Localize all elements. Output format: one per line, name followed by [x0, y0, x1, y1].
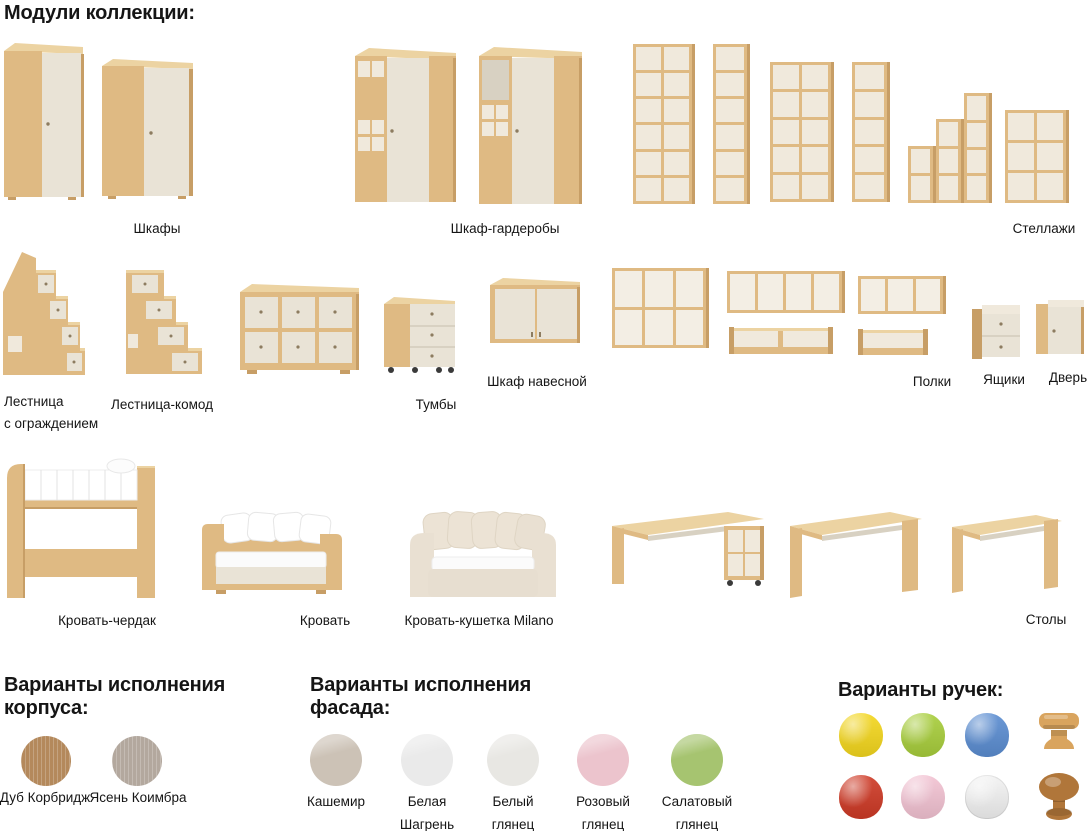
facade-label-cashmere-line1: Кашемир [306, 794, 366, 809]
ladder-railing-label [4, 391, 98, 435]
shelves-label: Полки [912, 374, 952, 389]
couch-bed-label: Кровать-кушетка Milano [404, 613, 554, 628]
bed-label: Кровать [299, 613, 351, 628]
facade-swatch-white-shagreen [401, 734, 453, 786]
ladder-railing-label-line1: Лестница [4, 394, 64, 409]
ladder-with-railing [0, 250, 85, 375]
page-title: Модули коллекции: [4, 2, 195, 24]
drawers-label: Ящики [983, 372, 1025, 387]
couch-bed-milano [404, 503, 562, 603]
ladder-dresser-label: Лестница-комод [111, 397, 213, 412]
desk-small [948, 511, 1066, 597]
facade-label-green-gloss-line2: глянец [675, 817, 719, 831]
wardrobe-closets-label: Шкаф-гардеробы [450, 221, 560, 236]
cabinets-label: Тумбы [415, 397, 457, 412]
facade-label-white-shagreen-line1: Белая [407, 794, 447, 809]
open-shelf-3x2 [612, 268, 709, 348]
facade-options-title [310, 674, 531, 720]
wall-cabinet [488, 277, 583, 347]
rack-1x6 [713, 44, 750, 204]
wardrobe-2door-tall [2, 42, 86, 200]
ladder-railing-label-line2: с ограждением [4, 416, 99, 431]
facade-label-white-gloss [492, 790, 535, 831]
corner-wardrobe-b [477, 45, 585, 206]
desk-large [786, 508, 926, 602]
facade-label-white-shagreen [400, 790, 454, 831]
ladder-dresser [118, 268, 203, 374]
loft-bed [5, 452, 157, 600]
door-insert [1034, 298, 1086, 356]
open-shelf-4 [727, 271, 845, 313]
facade-swatch-white-gloss [487, 734, 539, 786]
body-options-title-line1: Варианты исполнения [4, 674, 226, 696]
facade-swatch-green-gloss [671, 734, 723, 786]
facade-swatch-pink-gloss [577, 734, 629, 786]
drawer-insert [970, 303, 1022, 361]
facade-label-white-gloss-line1: Белый [492, 794, 534, 809]
handle-knob-lime [901, 713, 945, 757]
door-label: Дверь [1048, 370, 1088, 385]
facade-options-title-line1: Варианты исполнения [310, 674, 532, 696]
bed [196, 506, 348, 598]
handle-knob-white [965, 775, 1009, 819]
rack-stair-col-1 [908, 146, 936, 203]
dresser-6-drawer [237, 283, 362, 375]
facade-label-white-shagreen-line2: Шагрень [399, 817, 455, 831]
corner-wardrobe-a [353, 46, 459, 204]
body-swatch-ash-label: Ясень Коимбра [89, 790, 187, 805]
wardrobes-label: Шкафы [133, 221, 181, 236]
open-shelf-3 [858, 276, 946, 314]
facade-label-green-gloss-line1: Салатовый [661, 794, 733, 809]
handle-knob-wood-round [1034, 772, 1084, 827]
body-swatch-ash-coimbra [112, 736, 162, 786]
facade-options-title-line2: фасада: [310, 697, 391, 719]
loft-bed-label: Кровать-чердак [58, 613, 156, 628]
rack-2x6 [633, 44, 695, 204]
facade-label-pink-gloss [576, 790, 630, 831]
body-swatch-oak-corbridge [21, 736, 71, 786]
desks-label: Столы [1025, 612, 1067, 627]
wardrobe-2door-short [100, 57, 196, 199]
facade-label-pink-gloss-line1: Розовый [576, 794, 630, 809]
wall-shelf-divided [729, 323, 833, 357]
body-options-title [4, 674, 225, 720]
facade-label-green-gloss [662, 790, 732, 831]
handle-knob-pink [901, 775, 945, 819]
rack-2x5 [770, 62, 834, 202]
handle-knob-wood-flat [1034, 709, 1084, 762]
body-swatch-oak-label: Дуб Корбридж [0, 790, 91, 805]
rack-stair [908, 93, 992, 203]
facade-label-pink-gloss-line2: глянец [581, 817, 625, 831]
rack-stair-col-2 [936, 119, 964, 203]
body-options-title-line2: корпуса: [4, 697, 89, 719]
rack-1x5 [852, 62, 890, 202]
handle-options-title: Варианты ручек: [838, 679, 1004, 701]
rack-stair-col-3 [964, 93, 992, 203]
facade-label-cashmere [307, 790, 365, 813]
handle-knob-red [839, 775, 883, 819]
rolling-cabinet [381, 294, 459, 374]
rack-2x3 [1005, 110, 1069, 203]
shelving-label: Стеллажи [1012, 221, 1076, 236]
wall-shelf [858, 326, 928, 358]
handle-knob-yellow [839, 713, 883, 757]
desk-with-storage [606, 506, 768, 586]
facade-swatch-cashmere [310, 734, 362, 786]
facade-label-white-gloss-line2: глянец [491, 817, 535, 831]
wall-cabinet-label: Шкаф навесной [487, 374, 587, 389]
handle-knob-blue [965, 713, 1009, 757]
